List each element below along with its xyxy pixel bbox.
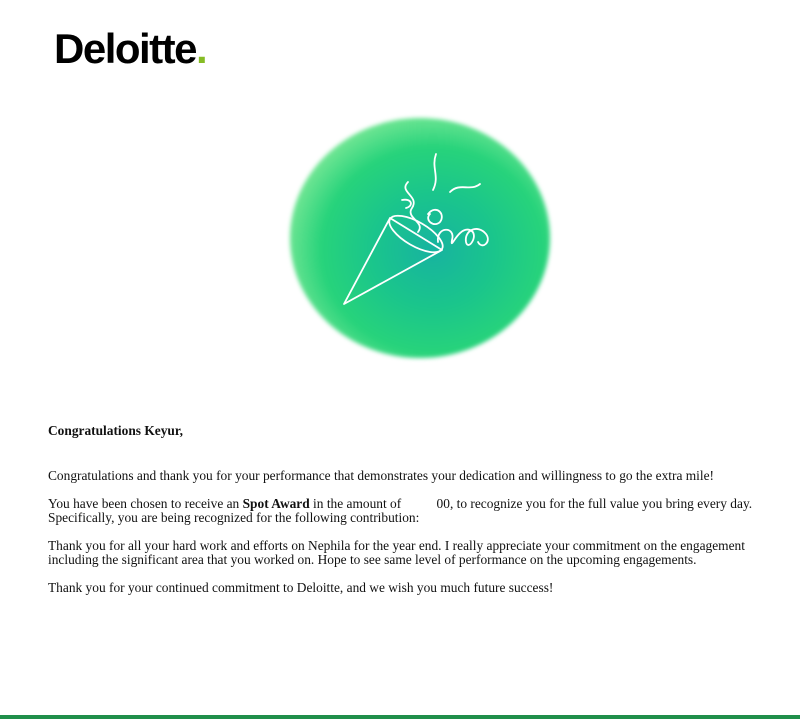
hero-illustration	[290, 118, 550, 358]
paragraph-contribution: Thank you for all your hard work and efforts on Nephila for the year end. I really appreciate your commitment on the engagement including the significant area that you worked on. Hope to see same level of performance on the upcoming engagements.	[48, 538, 745, 567]
paragraph-award	[48, 497, 768, 525]
bottom-accent-bar	[0, 715, 800, 719]
award-amount-prefix: in the amount of	[309, 496, 405, 511]
award-amount-suffix: 00, to recognize you for the full value you bring every day.	[436, 496, 753, 511]
award-line2: Specifically, you are being recognized for the following contribution:	[48, 510, 420, 525]
paragraph-thanks: Congratulations and thank you for your performance that demonstrates your dedication and willingness to go the extra mile!	[48, 468, 715, 483]
deloitte-logo	[54, 25, 207, 72]
logo-text: Deloitte	[54, 25, 197, 72]
award-intro: You have been chosen to receive an	[48, 496, 243, 511]
party-popper-icon	[290, 118, 550, 358]
paragraph-closing: Thank you for your continued commitment to Deloitte, and we wish you much future success!	[48, 580, 554, 595]
logo-dot: .	[196, 25, 207, 72]
award-name: Spot Award	[242, 496, 310, 511]
greeting: Congratulations Keyur,	[48, 423, 183, 438]
redacted-amount	[405, 500, 437, 510]
letter-body	[48, 424, 768, 609]
